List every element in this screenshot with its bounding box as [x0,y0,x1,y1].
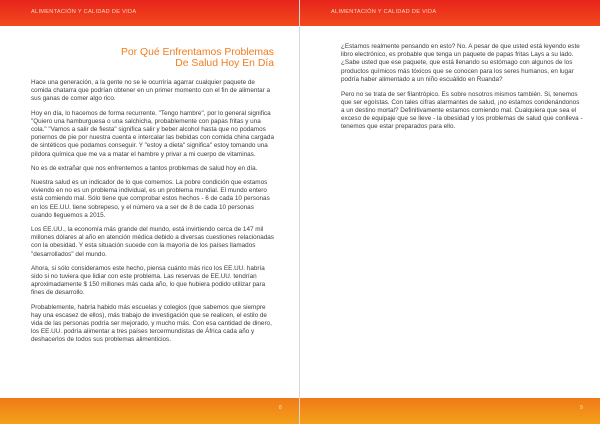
chapter-title-line-1: Por Qué Enfrentamos Problemas [120,47,274,58]
page-number: 8 [279,405,282,411]
page-number: 9 [580,405,583,411]
left-page-content [31,47,274,351]
chapter-title-line-2: De Salud Hoy En Día [175,58,274,69]
header-bar [300,0,600,26]
paragraph: Hace una generación, a la gente no se le ocurriría agarrar cualquier paquete de comida chatarra que podrían obtener en un primer momento con el fin de alimentar a sus ganas de comer algo rico. [31,79,271,103]
paragraph: Los EE.UU., la economía más grande del mundo, está invirtiendo cerca de 147 mil millones dólares al año en atención médica debido a diversas cuestiones relacionadas con la obesidad. Y esta situación sucede con la mayoría de los países llamados "desarrollados" del mundo. [31,226,274,258]
paragraph: Hoy en día, lo hacemos de forma recurrente. "Tengo hambre", por lo general significa "Quiero una hamburguesa o una salchicha, probablemente con papas fritas y una cola." "Vamos a salir de fiesta" significa salir y beber alcohol hasta que no podamos ponernos de pie por nuestra cuenta e intercalar las bebidas con comida china cargada de sintéticos que podamos conseguir. Y "estoy a dieta" significa" estoy tomando una píldora química que me va a matar el hambre y privar a mi cuerpo de vitaminas. [31,109,274,158]
paragraph: No es de extrañar que nos enfrentemos a tantos problemas de salud hoy en día. [31,164,258,172]
paragraph: Pero no se trata de ser filantrópico. Es sobre nosotros mismos también. Si, tenemos que ser egoístas. Con tales cifras alarmantes de salud, ¡no estamos condenándonos a un destino mortal? Definitivamente estamos comiendo mal. Cualquiera que sea el exceso de equipaje que se lleve - la obesidad y los problemas de salud que conlleva - tenemos que estar preparados para ello. [341,90,583,131]
running-header: ALIMENTACIÓN Y CALIDAD DE VIDA [31,9,137,15]
paragraph: Probablemente, habría habido más escuelas y colegios (que sabemos que siempre hay una escasez de ellos), más trabajo de investigación que se realicen, el estilo de vida de las personas podría ser mejorado, y mucho más. Con esa cantidad de dinero, los EE.UU. podría alimentar a tres países tercermundistas de África cada año y deshacerlos de todos sus problemas alimenticios. [31,303,272,344]
paragraph: Ahora, si sólo consideramos este hecho, piensa cuánto más rico los EE.UU. habría sido si no tuviera que lidiar con este problema. Las reservas de EE.UU. tendrían aproximadamente $ 150 millones más cada año, lo que hubiera podido utilizar para fines de desarrollo. [31,264,266,297]
header-bar [0,0,300,26]
footer-bar [0,398,300,424]
running-header: ALIMENTACIÓN Y CALIDAD DE VIDA [331,9,437,15]
right-page-content [341,43,584,138]
paragraph: ¿Estamos realmente pensando en esto? No. A pesar de que usted está leyendo este libro electrónico, es probable que tenga un paquete de papas fritas Lays a su lado. ¿Sabe usted que ese paquete, que está llenando su estómago con algunos de los productos químicos más tóxicos que se conocen para los seres humanos, en lugar podría haber alimentado a un niño escuálido en Ruanda? [341,43,580,83]
footer-bar [300,398,600,424]
paragraph: Nuestra salud es un indicador de lo que comemos. La pobre condición que estamos viviendo en no es un problema individual, es un problema mundial. El mundo entero está comiendo mal. Sólo tiene que comprobar estos hechos - 6 de cada 10 personas en los EE.UU. tiene sobrepeso, y el número va a ser de 8 de cada 10 personas cuando lleguemos a 2015. [31,179,270,219]
chapter-title [31,47,274,69]
right-page [300,0,600,424]
